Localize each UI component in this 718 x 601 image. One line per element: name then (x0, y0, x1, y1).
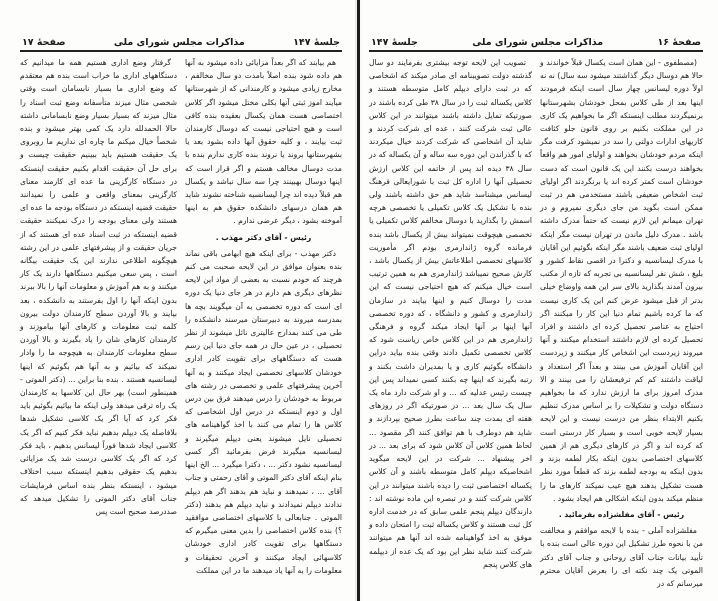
paragraph: تصویب این لایحه توجه بیشتری بفرمایند دو سال گذشته دولت تصویبنامه ای صادر میکند که اشخاصی که در ثبت دارای دیپلم کامل متوسطه هستند و کلاس یکساله ثبت را در سال ۳۸ طی کرده باشند در صورتیکه تمایل داشته باشند میتوانند در این کلاس عالی ثبت شرکت کنند ، عده ای شرکت کردند و شاید آن اشخاصی که شرکت کردند خیال میکردند که با گذراندن این دوره سه ساله و آن یکساله که در سال ۳۸ دیده اند پس از خاتمه این کلاس ارزش تحصیلی آنها را اداره کل ثبت با شورایعالی فرهنگ لیسانس میشناسد شاید هم حق داشته باشند ولی بنده با تشکیل یک کلاس تکمیلی یا تخصصی هرچه اسمش را بگذارید با دوسال مخالفم کلاس تکمیلی یا تخصصی هیچوقت نمیتواند بیش از یکسال باشد بنده فرمانده گروه ژاندارمری بودم اگر مأموریت کلاسهای تخصصی اطلاعاتش بیش از یکسال باشد ، کارش صحیح نمیباشد ژاندارمری هم به همین ترتیب است خیال میکنم که هیچ احتیاجی نیست که این مدت را دوسال کنیم و اینها بیایند در سازمان ژاندارمری و کشور و دانشگاه ، که دوره تخصصی آنها اینها بر آنها ایجاد میکند گروه و فرهنگی ژاندارمری هم در این کلاس خاص ریاست شود که کلاس تخصصی تکمیل دادند وقتی بنده بیاید دراین دانشگاه بگوئیم کاری و یا بمدیران داشت بکنند و رتبه بگیرند که اینها چه بکنند کسی نمیداند پس این چیست رئیس عدلیه که ... و او شرکت دارد ماه یک سال یک سال بعد ... در صورتیکه اگر در روزهای هفته ای بمدت چند ساعت بطرز صحیح بپردازند و شاید هم دوطرف با هم توافق کنند اگر مقصود ... لحاظ همین کلاس آن کلاس شود که برای بعد ... در اخر پیشنهاد ... شرکت در این لایحه میگوید اشخاصیکه دیپلم کامل متوسطه باشند و آن کلاس یکساله اختصاصی ثبت را دیده باشند میتوانند در این کلاس شرکت کنند و در تبصره این ماده نوشته اند : دارندگان دیپلم پنجم علمی سابق که در خدمت اداره کل ثبت هستند و کلاس یکساله ثبت را امتحان داده و موفق به اخذ گواهینامه شده اند آنها هم میتوانند شرکت کنند شاید نظر این بود که یک عده از دیپلمه های کلاس پنجم (369, 58, 533, 569)
paragraph: مفلشزاده آملی - بنده با لایحه موافقم و مخالفت من با نحوه طرز تشکیل این دوره عالی است بنده با تأیید بیانات جناب آقای روحانی و جناب آقای دکتر الموتی یک چند نکته ای را بعرض آقایان محترم میرسانم که در (540, 526, 703, 588)
column-left (20, 56, 177, 526)
speaker-line: رئیس - آقای مفلشزاده بفرمائید . (558, 509, 685, 519)
header-rule (369, 50, 703, 52)
publication-title: مذاکرات مجلس شورای ملی (472, 36, 604, 48)
page-number: صفحهٔ ۱۶ (657, 36, 701, 48)
page-number: صفحهٔ ۱۷ (22, 36, 66, 48)
text-columns (369, 56, 703, 588)
column-left (369, 56, 533, 569)
page-16 (365, 0, 718, 601)
publication-title: مذاکرات مجلس شورای ملی (113, 36, 245, 48)
column-right (185, 56, 342, 575)
session-label: جلسهٔ ۱۴۷ (293, 36, 340, 48)
header-rule (20, 50, 342, 52)
text-columns (20, 56, 342, 575)
column-right (540, 56, 703, 588)
paragraph: گرفتار وضع اداری هستیم همه ما میدانیم که دستگاههای اداری ما خراب است بنده هم معتقدم که وضع اداری ما بسیار نابسامان است وقتی شخصی مثال میزند متأسفانه وضع ثبت اسناد را مثال میزند که بسیار بسیار وضع نابسامانی داشته حالا الحمدلله دارد یک کمی بهتر میشود و بنده شخصاً خیال میکنم ما چاره ای نداریم ما روبروی یک حقیقت هستیم باید ببینیم حقیقت چیست و برای حل آن حقیقت اقدام بکنیم حقیقت اینستکه در دستگاه کارگزینی ما عده ای کارمند معنای کارگزینی بمعنای واقعی و علمی را نمیدانند حقیقت قضیه اینستکه در دستگاه بودجه ما عده ای هستند ولی معنای بودجه را درک نمیکنند حقیقت قضیه اینستکه در ثبت اسناد عده ای هستند که از جریان حقیقت و از پیشرفتهای علمی در این رشته هیچگونه اطلاعی ندارند این یک حقیقت بیگانه است ، پس سعی میکنیم دستگاهها دارند یک کار میکنند و به هم آموزش و معلومات آنها را بالا ببرند بدون اینکه آنها را اول بفرستند به دانشکده ، بعد بیایند و بالا آوردن سطح کارمندان دولت بیرون کلمه ثبت معلومات و کارهای آنها بیاموزند و کارمندان کارهای شان را یاد بگیرند و بالا آوردن سطح معلومات کارمندان به هیچوجه ما را وادار نمیکند که بیائیم و به آنها هم بگوئیم که اینها لیسانسیه هستند . بنده بنا براین ... (دکتر الموتی - همینطور است) بهر حال این کلاسها به کارمندان یک راه ترقی میدهد ولی اینکه ما بیائیم بگوئیم باید فکر کرد که آیا اگر یک کلاسی تشکیل شدها بلافاصله یک دیپلم بدهیم نباید فکر کنیم که اگر یک کلاسی ایجاد شدها فوراً لیسانس بدهیم ، باید فکر کرد که اگر یک کلاسی درست شد یک مزایائی بدهیم یک حقوقی بدهیم اینستکه سبب اختلاف میشود ، اینستکه بنظر بنده اساس فرمایشات جناب آقای دکتر الموتی را تشکیل میدهد که صددرصد صحیح است پس (20, 58, 177, 516)
paragraph: (مصطفوی - این همان است یکسال قبلاً خواندند و حالا هم دوسال دیگر گذاشتند میشود سه سال) نه نه اولاً دوره لیسانس چهار سال است اینکه فرمودند اینها بعد از طی کلاس بمحل خودشان بشهرستانها برنمیگردند مطلب اینستکه اگر ما بخواهیم یک کاری در این مملکت بکنیم بر روی قانون جلو کثافت کاریهای ادارات دولتی را سد در نمیشود کرفت مگر اینکه مردم خودشان بخواهند و اولیای امور هم واقعاً بخواهند درست بکنند این یک قانون است که دست خودشان است کمتر کرده اند یا برنگردند اگر اولیای ثبت اشخاص ضعیفی باشند مستخدمی هم در ثبت ممکن است بگوید من جای دیگری نمیروم و در تهران میمانم این لازم نیست که حتماً مدرک داشته باشد . مدرک دلیل ماندن در تهران نیست مگر اینکه اولیای ثبت ضعیف باشند مگر اینکه بگوئیم این آقایان با مدرک لیسانسیه و دکترا در اقصی نقاط کشور و بلیغ ، شش نفر لیسانسیه بی تجربه که تازه از مکتب بیرون آمدند بگذارید بالای سر این همه واوضاع خیلی بدتر از قبل میشود عرض کنم این یک کاری نیست که ما کرده باشیم تمام دنیا این کار را میکنند اگر احتیاج به عناصر تحصیل کرده ای داشتند و افراد تحصیل کرده ای لازم داشتند استخدام میکنند و آنها میروند زیردست این اشخاص کار میکنند و زیردست این آقایان آموزش می بینند و بعداً اگر استعداد و لیاقت داشتند کم کم ترفیعشان را می بینند و الا مدرک امروز برای ما ارزش ندارد که ما بخواهیم دستگاه دولت و تشکیلات را بر اساس مدرک تنظیم بکنیم الابتداء بنظر من درست نیست و این لایحه بسیار لایحه خوبی است و بسیار کار درستی است که کرده اند و اگر در کارهای دیگری هم از همین کلاسهای اختصاصی بدون اینکه بکار لطمه بزند و بدون اینکه به بودجه لطمه بزند که قطعاً مورد نظر هست تشکیل بدهند هیچ عیب نمیکند کارهای ما را منظم میکند بدون اینکه اشکالی هم ایجاد بشود . (540, 58, 703, 503)
running-head (371, 34, 701, 50)
gutter-shadow-line (357, 0, 360, 601)
running-head (22, 34, 340, 50)
paragraph: هم بیابند که اگر بعداً مزایائی داده میشود به آنها هم داده شود بنده اصلاً بامدت دو سال مخالفم ، مخارج زیادی میشود و کارمندانی که از شهرستانها میآیند اموز ثبتی آنها بکلی مختل میشود اگر کلاس اختصاصی هست همان یکسال بعقیده بنده کافی است و هیچ احتیاجی نیست که دوسال کارمندان ثبت بیایند ، و کلیه حقوق آنها داده بشود بعد یا بشهرستانها بروند یا نروند بنده کاری ندارم بنده با مدت دوسال مخالف هستم و اگر قرار است که اینها دوسال بهبینند چرا سه سال نباشد و یکسال هم قبلاً دیده اند چرا لیسانسیه شناخته نشوند شاید هم همان درسهای دانشکده حقوق هم به اینها آموخته بشود ، دیگر عرضی ندارم . (185, 58, 342, 226)
speaker-line: رئیس - آقای دکتر مهذب . (215, 232, 312, 242)
session-label: جلسهٔ ۱۴۷ (371, 36, 418, 48)
paragraph: دکتر مهذب - برای اینکه هیچ ابهامی باقی نماند بنده بعنوان موافق در این لایحه صحبت می کنم هرچند که خودم نسبت به بعضی از مواد این لایحه نظرهای دیگری هم دارم در هر جای دنیا یک دوره ای است که دوره تخصصی به آن میگویند بچه ها بمدرسه میروند به دبیرستان میرسند دانشکده را طی می کنند بمدارج عالیتری نائل میشوند از نظر تحصیلی ، در عین حال در همه جای دنیا این رسم هست که دستگاههای برای تقویت کادر اداری خودشان کلاسهای تخصصی ایجاد میکنند و به آنها آخرین پیشرفتهای علمی و تخصصی در رشته های مربوط به خودشان را درس میدهند فرق بین درس اول و دوم اینستکه در درس اول اشخاصی که کلاس ها را تمام می کنند با اخذ گواهینامه های تحصیلی نایل میشوند یعنی دیپلم میگیرند و لیسانسیه میگیرند فرض بفرمائید اگر کسی لیسانسیه نشود دکتر ... ، دکترا میگیرد ... الخ اینها بنام اینکه آقای دکتر الموتی و آقای رحمتی و جناب آقای ... ، نمیدهند و نباید هم بدهند اگر هم دیپلم ندادند دیپلم نمیدادند و نباید دیپلم هم بدهند (دکتر الموتی . جنابعالی با کلاسهای اختصاصی موافقید ؟) بنده کلاس اختصاصی را بدین معنی میگیرم که دستگاهها برای تقویت کادر اداری خودشان کلاسهائی ایجاد میکنند و آخرین تحقیقات و معلومات را به آنها یاد میدهند ما در این مملکت (185, 248, 342, 575)
page-17 (0, 0, 355, 601)
